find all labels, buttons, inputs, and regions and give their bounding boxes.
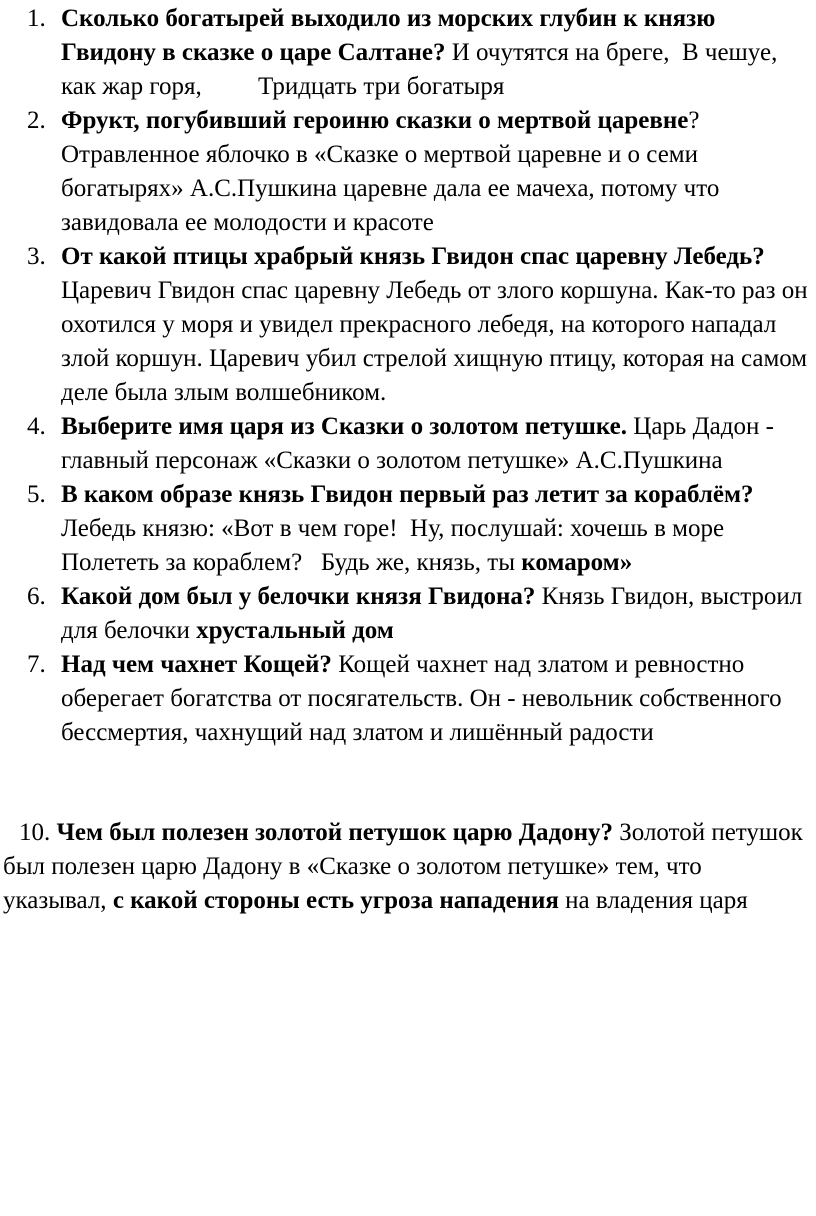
item-number: 2. [27, 107, 46, 134]
quiz-item-1 [0, 2, 816, 104]
question-text: Выберите имя царя из Сказки о золотом петушке. [61, 413, 628, 440]
answer-text: Золотой петушок был полезен царю Дадону в «Сказке о золотом петушке» тем, что указывал, [3, 819, 803, 914]
quiz-item-3 [0, 240, 816, 410]
item-number: 10. [19, 819, 51, 846]
question-text: Сколько богатырей выходило из морских глубин к князю Гвидону в сказке о царе Салтане? [61, 5, 716, 66]
answer-text: Кощей чахнет над златом и ревностно оберегает богатства от посягательств. Он - невольник собственного бессмертия, чахнущий над златом и лишённый радости [61, 651, 782, 746]
quiz-item-7 [0, 648, 816, 750]
question-text: В каком образе князь Гвидон первый раз летит за кораблём? [61, 481, 754, 508]
answer-text: ? Отравленное яблочко в «Сказке о мертвой царевне и о семи богатырях» А.С.Пушкина царевне дала ее мачеха, потому что завидовала ее молодости и красоте [61, 107, 720, 236]
answer-emphasis: с какой стороны есть угроза нападения [112, 887, 559, 914]
item-number: 4. [27, 413, 46, 440]
answer-text: Князь Гвидон, выстроил для белочки [61, 583, 803, 644]
answer-text: Лебедь князю: «Вот в чем горе! Ну, послушай: хочешь в море Полететь за кораблем? Будь же, князь, ты [61, 515, 725, 576]
item-number: 7. [27, 651, 46, 678]
quiz-item-10 [3, 816, 811, 918]
answer-text: Царевич Гвидон спас царевну Лебедь от злого коршуна. Как-то раз он охотился у моря и увидел прекрасного лебедя, на которого нападал злой коршун. Царевич убил стрелой хищную птицу, которая на самом деле была злым волшебником. [61, 277, 808, 406]
item-number: 5. [27, 481, 46, 508]
question-text: Фрукт, погубивший героиню сказки о мертвой царевне [61, 107, 689, 134]
item-number: 6. [27, 583, 46, 610]
question-text: Чем был полезен золотой петушок царю Дадону? [56, 819, 614, 846]
answer-text: И очутятся на бреге, В чешуе, как жар горя, Тридцать три богатыря [61, 39, 778, 100]
item-number: 3. [27, 243, 46, 270]
quiz-list [0, 2, 816, 750]
quiz-item-6 [0, 580, 816, 648]
answer-text-end: на владения царя [558, 887, 748, 914]
quiz-item-4 [0, 410, 816, 478]
answer-emphasis: комаром» [521, 549, 633, 576]
quiz-item-5 [0, 478, 816, 580]
question-text: Над чем чахнет Кощей? [61, 651, 332, 678]
question-text: От какой птицы храбрый князь Гвидон спас царевну Лебедь? [61, 243, 765, 270]
answer-emphasis: хрустальный дом [196, 617, 394, 644]
answer-text: Царь Дадон - главный персонаж «Сказки о золотом петушке» А.С.Пушкина [61, 413, 774, 474]
quiz-item-2 [0, 104, 816, 240]
question-text: Какой дом был у белочки князя Гвидона? [61, 583, 536, 610]
item-number: 1. [27, 5, 46, 32]
